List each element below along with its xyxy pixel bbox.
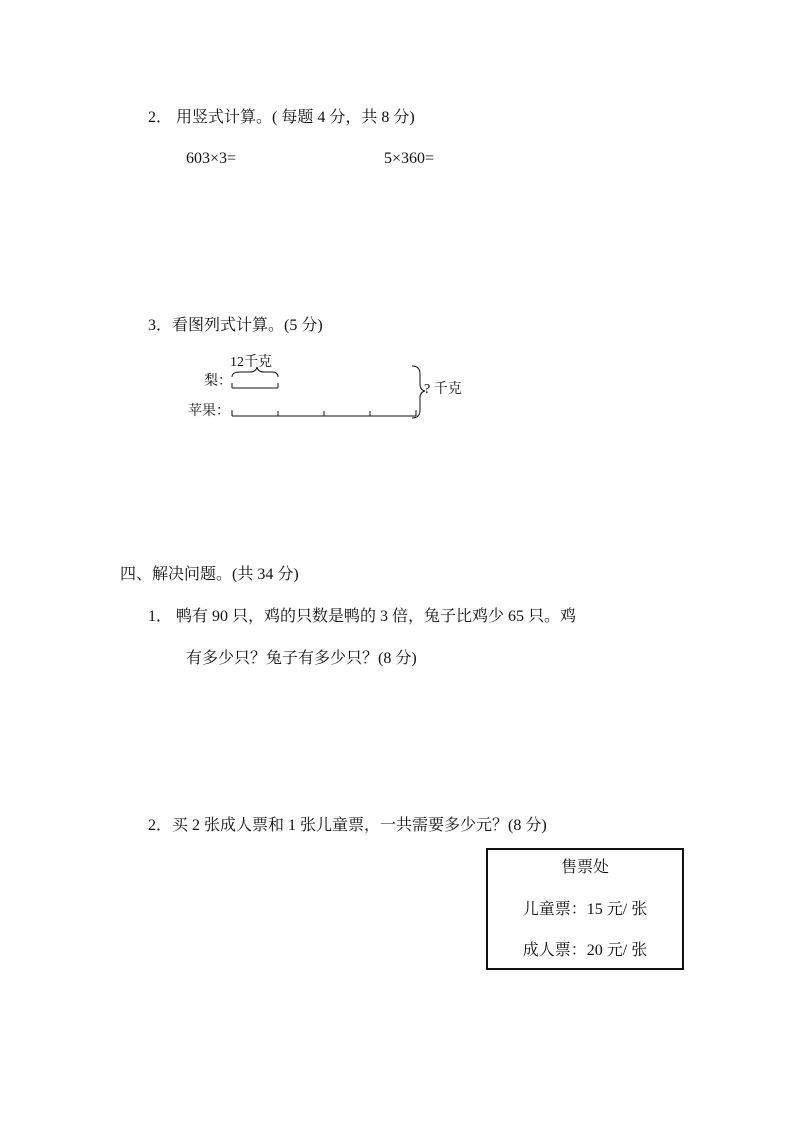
calc-problem-b: 5×360= bbox=[384, 150, 435, 167]
problem-1-text-line1: 1． 鸭有 90 只，鸡的只数是鸭的 3 倍，兔子比鸡少 65 只。鸡 bbox=[148, 608, 577, 625]
segment-diagram bbox=[180, 350, 500, 430]
ticket-office-box bbox=[486, 848, 684, 970]
total-unknown-label: ? 千克 bbox=[424, 382, 462, 397]
pear-value-label: 12千克 bbox=[230, 355, 272, 370]
pear-label: 梨： bbox=[204, 374, 232, 389]
problem-1-text-line2: 有多少只？兔子有多少只？(8 分) bbox=[186, 650, 417, 667]
question-2-title: 2． 用竖式计算。( 每题 4 分，共 8 分) bbox=[148, 109, 415, 126]
adult-ticket-price: 成人票：20 元/ 张 bbox=[522, 942, 648, 959]
section-4-title: 四、解决问题。(共 34 分) bbox=[120, 566, 299, 583]
apple-label: 苹果： bbox=[188, 404, 230, 419]
ticket-office-heading: 售票处 bbox=[560, 859, 609, 876]
question-3-title: 3．看图列式计算。(5 分) bbox=[148, 317, 323, 334]
calc-problem-a: 603×3= bbox=[186, 150, 237, 167]
child-ticket-price: 儿童票：15 元/ 张 bbox=[522, 901, 648, 918]
problem-2-title: 2．买 2 张成人票和 1 张儿童票，一共需要多少元？(8 分) bbox=[148, 817, 547, 834]
